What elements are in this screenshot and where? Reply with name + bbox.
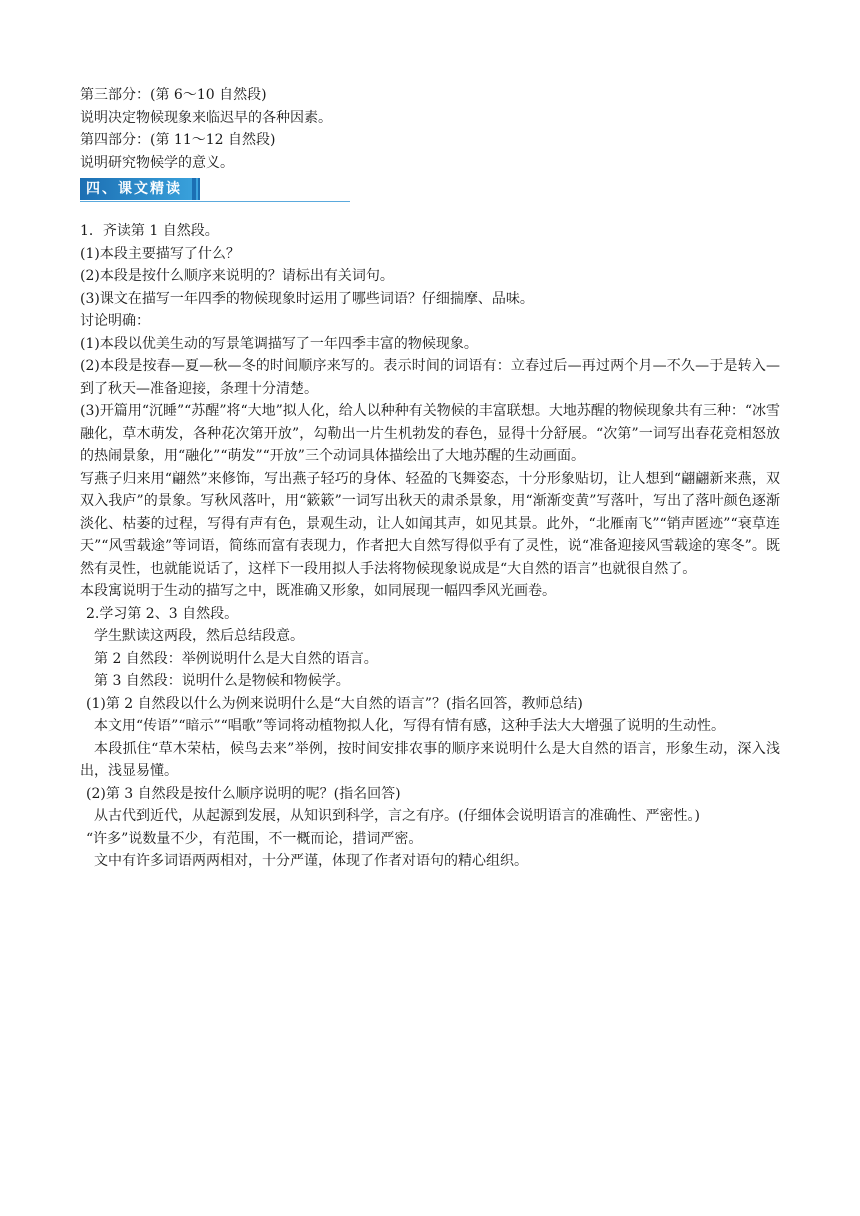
document-page xyxy=(80,84,780,873)
banner-underline xyxy=(80,201,350,202)
study2-heading: 2.学习第 2、3 自然段。 xyxy=(86,605,239,622)
study1-question-3: (3)课文在描写一年四季的物候现象时运用了哪些词语？仔细揣摩、品味。 xyxy=(80,290,534,307)
study1-answer-4: 写燕子归来用“翩然”来修饰，写出燕子轻巧的身体、轻盈的飞舞姿态，十分形象贴切，让人想到“翩翩新来燕，双双入我庐”的景象。写秋风落叶，用“簌簌”一词写出秋天的肃杀景象，用“渐渐变黄”写落叶，写出了落叶颜色逐渐淡化、枯萎的过程，写得有声有色，景观生动，让人如闻其声，如见其景。此外，“北雁南飞”“销声匿迹”“衰草连天”“风雪载途”等词语，简练而富有表现力，作者把大自然写得似乎有了灵性，说“准备迎接风雪载途的寒冬”。既然有灵性，也就能说话了，这样下一段用拟人手法将物候现象说成是“大自然的语言”也就很自然了。 xyxy=(80,470,780,577)
study2-line-2: 第 2 自然段：举例说明什么是大自然的语言。 xyxy=(94,650,378,667)
part4-heading: 第四部分：(第 11～12 自然段) xyxy=(80,132,276,148)
study2-line-9: “许多”说数量不少，有范围，不一概而论，措词严密。 xyxy=(86,830,423,847)
study2-line-6: 本段抓住“草木荣枯，候鸟去来”举例，按时间安排农事的顺序来说明什么是大自然的语言，形象生动，深入浅出，浅显易懂。 xyxy=(80,740,780,779)
study1-heading: 1．齐读第 1 自然段。 xyxy=(80,223,219,239)
study1-answer-2: (2)本段是按春—夏—秋—冬的时间顺序来写的。表示时间的词语有：立春过后—再过两个月—不久—于是转入—到了秋天—准备迎接，条理十分清楚。 xyxy=(80,358,780,397)
study1-question-1: (1)本段主要描写了什么？ xyxy=(80,245,240,262)
study1-answer-1: (1)本段以优美生动的写景笔调描写了一年四季丰富的物候现象。 xyxy=(80,335,478,352)
part4-description: 说明研究物候学的意义。 xyxy=(80,154,234,171)
study2-line-8: 从古代到近代，从起源到发展，从知识到科学，言之有序。(仔细体会说明语言的准确性、严密性。) xyxy=(94,808,700,824)
banner-stripe-decoration xyxy=(192,178,196,200)
section-title: 四、课文精读 xyxy=(80,178,198,200)
study1-answer-5: 本段寓说明于生动的描写之中，既准确又形象，如同展现一幅四季风光画卷。 xyxy=(80,583,556,599)
study2-line-5: 本文用“传语”“暗示”“唱歌”等词将动植物拟人化，写得有情有感，这种手法大大增强了说明的生动性。 xyxy=(94,718,725,734)
study2-line-3: 第 3 自然段：说明什么是物候和物候学。 xyxy=(94,673,350,689)
banner-stripe-decoration xyxy=(198,178,200,200)
discussion-label: 讨论明确： xyxy=(80,313,150,329)
study1-answer-3: (3)开篇用“沉睡”“苏醒”将“大地”拟人化，给人以种种有关物候的丰富联想。大地苏醒的物候现象共有三种：“冰雪融化，草木萌发，各种花次第开放”，勾勒出一片生机勃发的春色，显得十分舒展。“次第”一词写出春花竞相怒放的热闹景象，用“融化”“萌发”“开放”三个动词具体描绘出了大地苏醒的生动画面。 xyxy=(80,403,780,464)
study2-line-10: 文中有许多词语两两相对，十分严谨，体现了作者对语句的精心组织。 xyxy=(94,853,528,869)
study2-line-7: (2)第 3 自然段是按什么顺序说明的呢？(指名回答) xyxy=(86,785,401,802)
study2-line-4: (1)第 2 自然段以什么为例来说明什么是“大自然的语言”？(指名回答，教师总结) xyxy=(86,695,583,712)
part3-heading: 第三部分：(第 6～10 自然段) xyxy=(80,87,267,103)
part3-description: 说明决定物候现象来临迟早的各种因素。 xyxy=(80,109,332,126)
section-banner xyxy=(80,178,780,204)
study2-line-1: 学生默读这两段，然后总结段意。 xyxy=(94,628,304,644)
study1-question-2: (2)本段是按什么顺序来说明的？请标出有关词句。 xyxy=(80,268,394,284)
